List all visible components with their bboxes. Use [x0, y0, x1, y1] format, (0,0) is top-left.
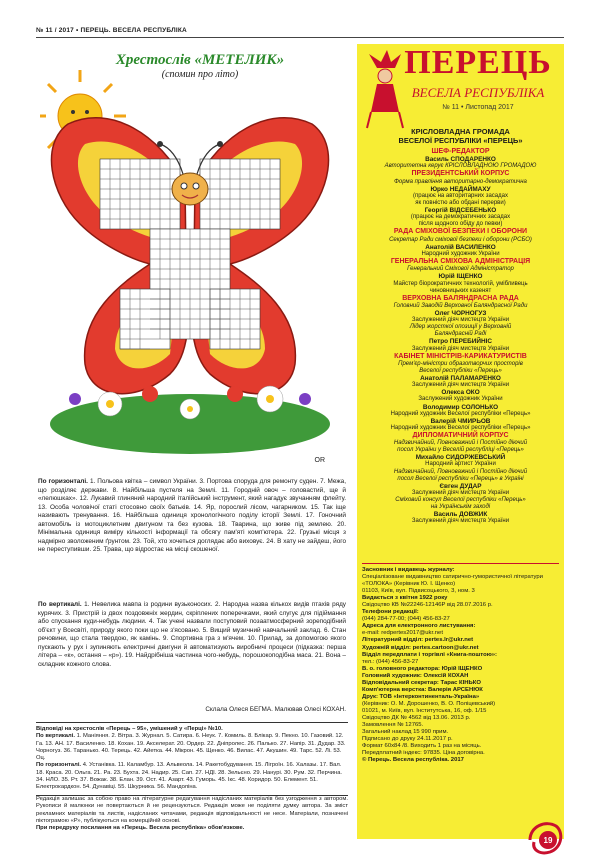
imprint-line: В. о. головного редактора: Юрій ІЩЕНКО [362, 665, 483, 672]
staff-role: Заслужений діяч мистецтв України [411, 345, 510, 352]
staff-name: Юрко НЕДАЙМАХУ [430, 185, 491, 193]
staff-block [362, 148, 559, 525]
imprint-line: Відділ передплати і торгівлі «Книга-поштою»: [362, 651, 497, 658]
staff-name: Анатолій ПАЛАМАРЕНКО [420, 375, 501, 383]
butterfly-crossword-illustration [40, 64, 340, 474]
staff-role: Заслужений художник України [418, 396, 503, 403]
imprint-line: Комп'ютерна верстка: Валерія АРСЕНЮК [362, 686, 483, 693]
staff-role: Заслужений діяч мистецтв України [411, 382, 510, 389]
staff-role: Головний Заводій Верховної Баляндрасної Ради [393, 302, 528, 309]
staff-name: Валерій ЧМИРЬОВ [430, 417, 491, 425]
staff-role: Народний художник України [421, 250, 500, 257]
masthead-subtitle: ВЕСЕЛА РЕСПУБЛІКА [411, 85, 545, 100]
staff-role: Прем'єр-міністри образотворчих просторів Веселої республіки «Перець» [398, 360, 523, 375]
imprint-line: Головний художник: Олексій КОХАН [362, 672, 469, 679]
imprint-line: Відповідальний секретар: Тарас КІНЬКО [362, 679, 481, 686]
imprint-line: Свідоцтво ДК № 4562 від 13.06. 2013 р. [362, 714, 471, 721]
crossword-title: Хрестослів «МЕТЕЛИК» [115, 52, 285, 68]
crossword-subtitle: (спомин про літо) [161, 69, 239, 80]
issue-number: № 11 • Листопад 2017 [442, 104, 514, 111]
staff-role: Заслужений діяч мистецтв України [411, 489, 510, 496]
page-number: 19 [543, 836, 553, 845]
crossword-credits: Склала Олеся БЕГМА. Малював Олесі КОХАН. [205, 706, 346, 713]
staff-role: Заслужений діяч мистецтв України [411, 317, 510, 324]
answers-horizontal: 4. Устанівка. 11. Каламбур. 13. Альвеола. 14. Ракетобудування. 15. Лігроїн. 16. Халазы. 17. Вал. 18. Краса. 20. Ольга. 21. Ра. 23. Бухта. 24. Надир. 25. Сап. 27. НДІ. 28. Зельєно. 29. Нанурі. 30. Рум. 32. Перчина. 34. НЛО. 35. Рт. 37. Вожак. 38. Елан. 39. Ост. 41. Азарт. 43. Гуморь. 45. Ікс. 48. Коридор. 50. Елемент. 51. Електрокардкон. 54. Дунавіці. 55. Шкурника. 56. Мандоліна. [36, 762, 343, 791]
staff-role: Форма правління авторитарно-демократична [394, 178, 527, 185]
imprint-line: 01021, м. Київ, вул. Інститутська, 16, оф. 1/15 [362, 707, 487, 714]
staff-name: Василь ДОВЖИК [433, 511, 488, 519]
staff-role: Заслужений діяч мистецтв України [411, 518, 510, 525]
staff-role: Авторитетна керує КРІСЛОВЛАДНОЮ ГРОМАДОЮ [384, 163, 537, 170]
imprint-block [362, 567, 559, 764]
imprint-line: тел.: (044) 456-83-27 [362, 658, 419, 665]
vertical-text: 1. Невелика мавпа із родини вузьконосих. 2. Народна назва кількох видів птахів ряду курячих. 3. Пристрій із двох поздовжніх жердин, скріплених поперечками, який слугує для підіймання або спускання куди-небудь людини. 4. Так учені назвали поступовий позаатмосферний зореподібний об'єкт у Всесвіті, природу якого поки що не з'ясовано. 5. Вищий музичний навчальний заклад. 6. Стан речовини, що стала твердою, як камінь. 9. Спортивна гра з м'ячем. 10. Прилад, за допомогою якого пускають у рух і зупиняють електричні двигуни й автоматизують виробничі процеси (підказка: перша літера – «к», остання – «р»). 19. Найдрібніша частинка чого-небудь, порошокоподібна маса. 21. Вона – складник кожного слова. [38, 601, 346, 668]
staff-role: Секретар Ради сміхової безпеки і оборони (РСБО) [389, 236, 532, 243]
staff-role: Майстер біорократичних технологій, умібливець чиновницьких казенят [393, 280, 528, 294]
staff-role: (працює на авторитарних засадах як повністю або обдані перерви) [413, 192, 508, 207]
staff-role: Сміховий консул Веселої республіки «Перець» на Українськім заході [395, 496, 526, 511]
imprint-line: Літературний відділ: pertes.lr@ukr.net [362, 637, 474, 644]
section-supreme-council: ВЕРХОВНА БАЛЯНДРАСНА РАДА [402, 294, 519, 302]
section-presidential: ПРЕЗИДЕНТСЬКИЙ КОРПУС [411, 170, 510, 178]
note-bold: При передруку посилання на «Перець. Весела республіка» обов'язкове. [36, 825, 245, 832]
answers-vertical-label: По вертикалі. [36, 733, 75, 740]
staff-name: Юрій ІЩЕНКО [438, 273, 483, 281]
imprint-line: Передплатний індекс: 97835. Ціна договірна. [362, 750, 485, 757]
staff-name: Михайло СИДОРЖЕВСЬКИЙ [415, 454, 506, 462]
clues-vertical [38, 601, 346, 669]
page-number-ornament [526, 818, 566, 858]
community-title: КРІСЛОВЛАДНА ГРОМАДА ВЕСЕЛОЇ РЕСПУБЛІКИ «ПЕРЕЦЬ» [398, 127, 523, 145]
staff-name: Петро ПЕРЕБИЙНІС [429, 338, 492, 346]
staff-name: Олекса ОКО [441, 389, 480, 397]
staff-name: Анатолій ВАСИЛЕНКО [425, 243, 496, 251]
section-cabinet: КАБІНЕТ МІНІСТРІВ-КАРИКАТУРИСТІВ [394, 352, 527, 360]
imprint-line: Художній відділ: pertes.cartoon@ukr.net [362, 644, 479, 651]
staff-name: Георгій ВІДСЕБЕНЬКО [424, 207, 497, 215]
vertical-label: По вертикалі. [38, 601, 82, 608]
imprint-line: Адреса для електронного листування: [362, 623, 476, 630]
imprint-line: Свідоцтво КВ №22246-12146Р від 28.07.2016 р. [362, 602, 493, 609]
imprint-line: © Перець. Весела республіка. 2017 [362, 757, 464, 764]
staff-role: Народний артист України [425, 461, 496, 468]
imprint-line: Підписано до друку 24.11.2017 р. [362, 736, 453, 743]
staff-role: Генеральний Сміхової Адміністратор [407, 266, 514, 273]
imprint-line: Замовлення № 12765. [362, 722, 424, 729]
staff-role: Надзвичайний, Повноважний і Постійно діючий посол України у Веселій республіці «Перець» [393, 440, 528, 454]
answers-horizontal-label: По горизонталі. [36, 762, 82, 769]
section-diplomatic: ДИПЛОМАТИЧНИЙ КОРПУС [412, 431, 509, 439]
staff-role: Народний художник Веселої республіки «Перець» [390, 410, 531, 417]
imprint-divider [362, 563, 559, 564]
horizontal-label: По горизонталі. [38, 478, 88, 485]
section-security-council: РАДА СМІХОВОЇ БЕЗПЕКИ І ОБОРОНИ [393, 228, 528, 236]
section-editor: ШЕФ-РЕДАКТОР [431, 148, 490, 155]
header-divider [36, 37, 564, 38]
staff-role: (працює на демократичних засадах після щодного обіду до певки) [410, 214, 511, 228]
staff-role: Народний художник Веселої республіки «Перець» [390, 424, 531, 431]
imprint-line: Засновник і видавець журналу: [362, 567, 455, 573]
staff-name: Володимир СОЛОНЬКО [422, 403, 499, 411]
masthead-title: ПЕРЕЦЬ [404, 44, 552, 81]
answers-vertical: 1. Маніяння. 2. Вітра. 3. Журнал. 5. Сатира. 6. Неук. 7. Комиль. 8. Блікар. 9. Пекно. 10. Газовий. 12. Га. 13. АН. 17. Василенко. 18. Кохан. 19. Акселерат. 20. Ордер. 22. Дніпролес. 26. Палько. 27. Напір. 31. Дудар. 33. Чорногуз. 36. Таранько. 40. Терець. 42. Айетка. 44. Мікрон. 45. Щенко. 46. Вилас. 47. Акушин. 49. Тарс. 52. Лі. 53. Оц. [36, 733, 346, 762]
editorial-note [36, 796, 348, 832]
section-administration: ГЕНЕРАЛЬНА СМІХОВА АДМІНІСТРАЦІЯ [390, 258, 531, 266]
horizontal-text: 1. Польова квітка – символ України. 3. Портова споруда для ремонту суден. 7. Межа, що розділяє держави. 8. Найбільша пустеля на Землі. 11. Городній овоч – головастий, ще й «лелюшках». 12. Лукавий глиняний народний італійський інструмент, який нагадує звучанням флейту. 13. Особа чоловічої статі стосовно своїх батьків. 14. Яр, порослий лісом, чагарником. 15. Так іще називають тренування. 16. Найбільша одиниця хронологічного поділу історії Землі. 17. Гоночний автомобіль із мотоциклетним двигуном та без кузова. 18. Тварина, що живе під землею. 20. Мінімальна одиниця виміру кількості інформації та обсягу пам'яті комп'ютера. 22. Грузькі місця з надмірно зволоженим ґрунтом. 23. Той, хто хочеться доглядає або виховує. 24. В хату не зайдеш, його не переступивши. 25. Трава, що відростає на місці скошеної. [38, 478, 347, 554]
staff-name: Олег ЧОРНОГУЗ [434, 310, 487, 318]
imprint-line: Друк: ТОВ «Інтерконтиненталь-Україна» [362, 693, 480, 700]
imprint-line: Телефони редакції: [362, 609, 419, 616]
imprint-line: (044) 284-77-00; (044) 456-83-27 [362, 616, 450, 623]
staff-role: Надзвичайний, Повноважний і Постійно діючий посол Веселої республіки «Перець» в Україні [393, 468, 528, 482]
flowers-illustration [50, 386, 330, 454]
staff-name: Василь СПОДАРЕНКО [425, 156, 496, 164]
running-header: № 11 / 2017 • ПЕРЕЦЬ. ВЕСЕЛА РЕСПУБЛІКА [36, 27, 187, 34]
imprint-line: Видається з квітня 1922 року [362, 595, 448, 602]
artist-signature: OR [314, 457, 325, 464]
answers-heading: Відповіді на хрестослів «Перець – 95», умішений у «Перці» №10. [36, 726, 223, 732]
imprint-line: Формат 60х84 /8. Виходить 1 раз на місяць. [362, 743, 482, 750]
staff-role: Лідер жорсткої опозиції у Верховній Баляндрасній Раді [409, 324, 512, 338]
imprint-line: (Керівник: О. М. Дорошенко, В. О. Поліцевський) [362, 700, 496, 707]
imprint-line: e-mail: redpertes2017@ukr.net [362, 630, 443, 637]
imprint-line: Загальний наклад 15 990 прим. [362, 729, 449, 736]
imprint-line: Спеціалізоване видавництво сатирично-гумористичної літератури «ТОЛОКА» (Керівник Ю. І. Щенко) [362, 574, 543, 588]
answers-box [36, 722, 348, 796]
staff-name: Євген ДУДАР [439, 482, 482, 490]
note-text: Редакція залишає за собою право на літературне редагування надісланих матеріалів без узгодження з автором. Рукописи й малюнки не повертаються й не рецензуються. Редакція може не поділяти думку автора. За зміст рекламних матеріалів та листів, надісланих читачами, редакція відповідальності не несе. Матеріали, позначені піктограмою «Р», публікуються на комерційній основі. [36, 796, 348, 824]
imprint-line: 01103, Київ, вул. Підвисоцького, 3, ном. 3 [362, 588, 475, 595]
clues-horizontal [38, 478, 346, 555]
